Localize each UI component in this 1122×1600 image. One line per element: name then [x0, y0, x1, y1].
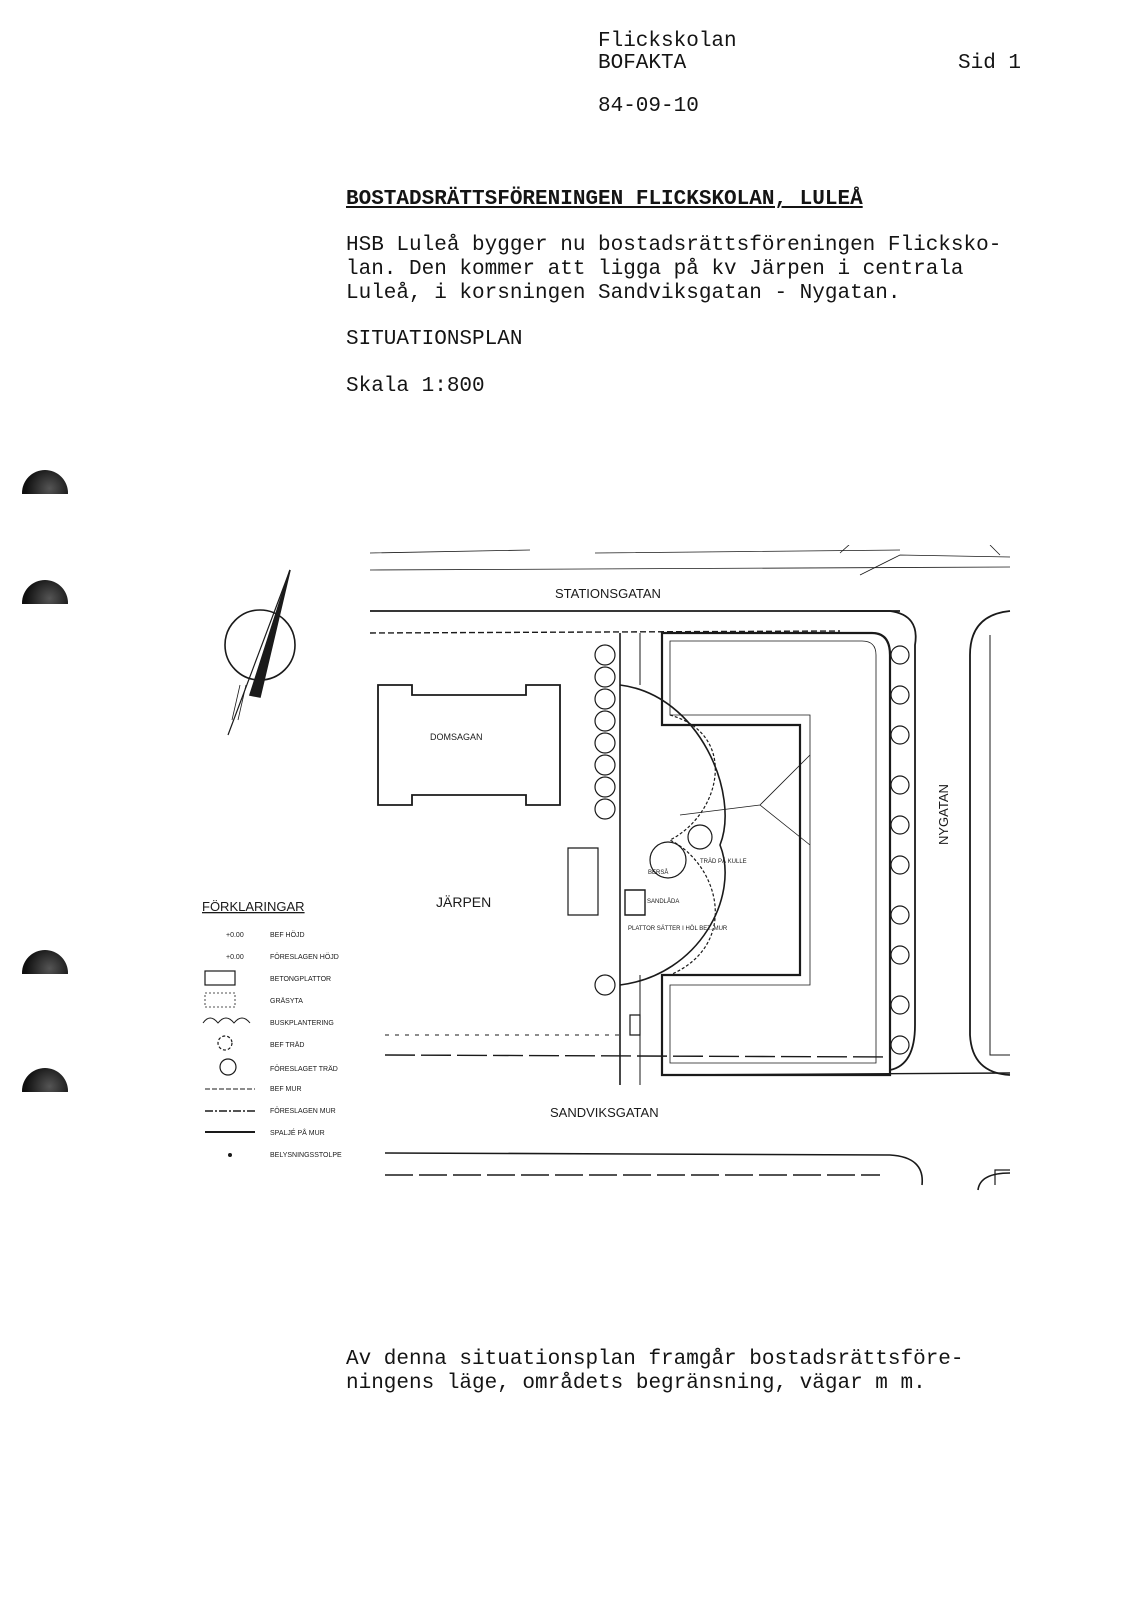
street-south-label: SANDVIKSGATAN [550, 1105, 659, 1120]
intro-paragraph [346, 234, 1001, 306]
legend-item-label: GRÄSYTA [270, 998, 303, 1005]
legend-item-label: BELYSNINGSSTOLPE [270, 1152, 342, 1159]
scale-label: Skala 1:800 [346, 375, 485, 398]
legend-item-label: SPALJÉ PÅ MUR [270, 1130, 325, 1137]
legend [202, 899, 342, 1159]
legend-item-label: FÖRESLAGET TRÄD [270, 1066, 338, 1073]
intro-line: Luleå, i korsningen Sandviksgatan - Nygatan. [346, 282, 901, 305]
legend-item-label: BEF HÖJD [270, 932, 305, 939]
tree-label: TRÄD PÅ KULLE [700, 859, 747, 865]
legend-item-label: BEF TRÄD [270, 1042, 305, 1049]
street-east-label: NYGATAN [936, 784, 951, 845]
page-title: BOSTADSRÄTTSFÖRENINGEN FLICKSKOLAN, LULEÅ [346, 188, 863, 211]
north-arrow-icon [225, 570, 295, 735]
tree-row [595, 645, 909, 1054]
intro-line: HSB Luleå bygger nu bostadsrättsföreningen Flicksko- [346, 234, 1002, 257]
street-north-label: STATIONSGATAN [555, 586, 661, 601]
footer-line: Av denna situationsplan framgår bostadsrättsföre- [346, 1348, 964, 1371]
slabs-label: PLATTOR SÄTTER I HÖL BET. MUR [628, 926, 728, 932]
legend-symbol: +0.00 [226, 932, 244, 939]
footer-paragraph [346, 1348, 964, 1396]
page-number: Sid 1 [958, 52, 1022, 75]
legend-item-label: FÖRESLAGEN HÖJD [270, 954, 339, 961]
section-name: BOFAKTA [598, 52, 687, 75]
legend-item-label: BEF MUR [270, 1086, 302, 1093]
intro-line: lan. Den kommer att ligga på kv Järpen i centrala [346, 258, 964, 281]
block-label: JÄRPEN [436, 894, 492, 910]
legend-item-label: BUSKPLANTERING [270, 1020, 334, 1027]
legend-item-label: BETONGPLATTOR [270, 976, 332, 983]
plan-label: SITUATIONSPLAN [346, 328, 523, 351]
legend-symbol: +0.00 [226, 954, 244, 961]
doc-date: 84-09-10 [598, 95, 699, 118]
neighbor-building-label: DOMSAGAN [430, 732, 483, 742]
legend-item-label: FÖRESLAGEN MUR [270, 1108, 336, 1115]
arbor-label: BERSÅ [648, 870, 669, 876]
doc-name: Flickskolan [598, 30, 737, 53]
legend-title: FÖRKLARINGAR [202, 899, 305, 914]
footer-line: ningens läge, områdets begränsning, vägar m m. [346, 1372, 926, 1395]
sandbox-label: SANDLÅDA [647, 899, 680, 905]
site-plan-drawing [200, 545, 1030, 1205]
